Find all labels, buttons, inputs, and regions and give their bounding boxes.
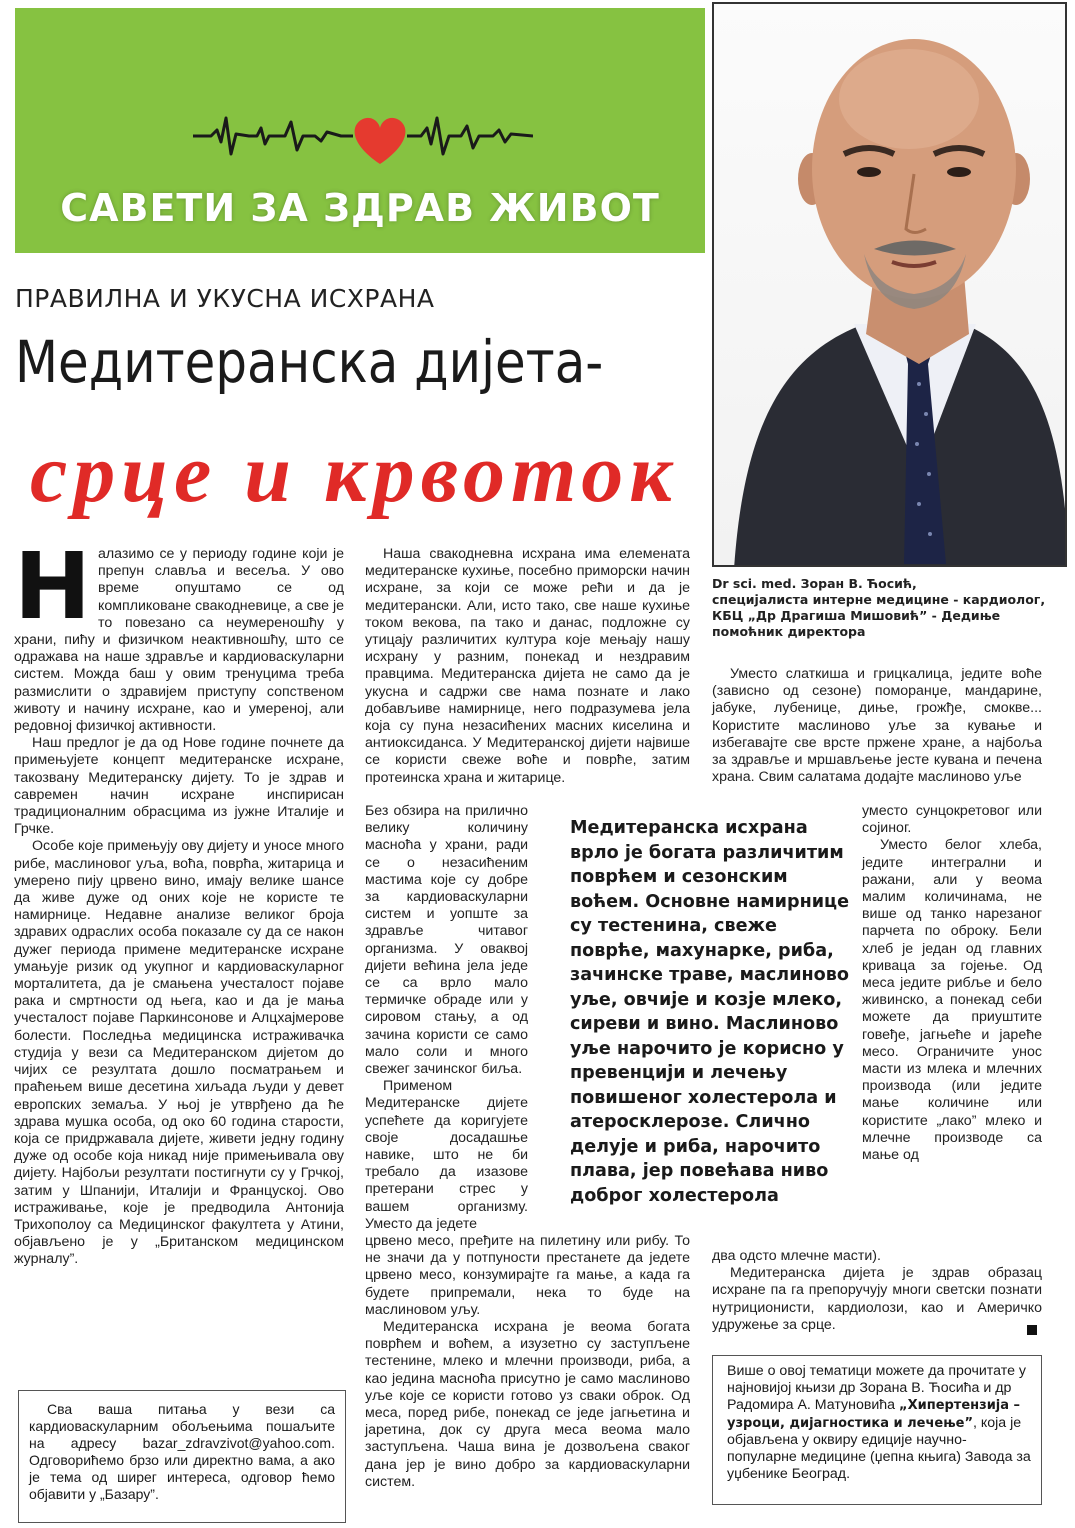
questions-text: Сва ваша питања у вези са кардиоваскуларним обољењима пошаљите на адресу bazar_zdravzivot@yahoo.com. Одговорићемо брзо или директно вама, а ако је тема од ширег интереса, одговор ћемо објавити у „Базару”. — [29, 1401, 335, 1502]
article-column-3-narrow — [862, 803, 1042, 1164]
article-column-3-top — [712, 666, 1042, 786]
book-title: „Хипертензија – узроци, дијагностика и лечење” — [727, 1398, 1021, 1431]
pull-quote: Медитеранска исхрана врло је богата различитим поврћем и сезонским воћем. Основне намирнице су тестенина, свеже поврће, махунарке, риба, зачинске траве, маслиново уље, овчије и козје млеко, сиреви и вино. Маслиново уље нарочито је корисно у превенцији и лечењу повишеног холестерола и атеросклерозе. Слично делује и риба, нарочито плава, јер повећава ниво доброг холестерола — [570, 818, 850, 1206]
paragraph: црвено месо, пређите на пилетину или рибу. То не значи да у потпуности престанете да једете црвено месо, конзумирајте га мање, а када га будете припремали, нека то буде на маслиновом уљу. — [365, 1233, 690, 1318]
article-column-1 — [14, 533, 344, 1269]
paragraph: уместо сунцокретовог или сојиног. — [862, 803, 1042, 837]
book-intro-text: Више о овој тематици можете да прочитате у најновијој књизи др Зорана В. Ћосића и др Радомира А. Матуновића — [727, 1363, 1026, 1414]
drop-cap: Н — [14, 533, 91, 640]
paragraph: Уместо слаткиша и грицкалица, једите воће (зависно од сезоне) поморанџе, мандарине, јабуке, лубенице, диње, грожђе, смокве... Користите маслиново уље за кување и избегавајте све врсте пржене хране, а најбоља за здравље и мршављење јесте кувана и печена храна. Свим салатама додајте маслиново уље — [712, 666, 1042, 786]
article-column-3-bottom — [712, 1248, 1042, 1334]
book-outro-text: , која је објављена у оквиру едиције научно-популарне медицине (џепна књига) Завода за уџбенике Београд. — [727, 1414, 1031, 1483]
paragraph: Без обзира на прилично велику количину масноћа у храни, ради се о незасићеним мастима које су добре за кардиоваскуларни систем и уопште за здравље читавог организма. У оваквој дијети већина јела једе се са врло мало термичке обраде или у сировом стању, а од зачина користи се само мало соли и много свежег зачинског биља. — [365, 803, 528, 1078]
doctor-portrait-photo — [712, 2, 1067, 567]
paragraph: Наша свакодневна исхрана има елемената медитеранске кухиње, посебно приморски начин исхране, за који се може рећи и да је медитерански. Али, исто тако, све наше кухиње током векова, па тако и данас, подложне су утицају различитих култура које мењају нашу исхрану у разним, понекад и нездравим правцима. Медитеранска дијета не само да је укусна и садржи све нама познате и лако добављиве намирнице, него подразумева јела која су пуна незасићених масних киселина и антиоксиданса. У Медитеранској дијети највише се користи свеже воће и поврће, затим протеинска храна и житарице. — [365, 546, 690, 786]
book-info-box — [712, 1355, 1042, 1505]
paragraph: Наш предлог је да од Нове године почнете да примењујете концепт медитеранске исхране, такозвану Медитеранску дијету. То је здрав и савремен начин исхране инспирисан традиционалним обрасцима из јужне Италије и Грчке. — [14, 735, 344, 838]
article-headline: Медитеранска дијета- — [15, 328, 604, 396]
article-column-2-top — [365, 546, 690, 787]
photo-caption — [712, 576, 1072, 640]
paragraph: Применом Медитеранске дијете успећете да коригујете своје досадашње навике, што не би требало да изазове претерани стрес у вашем организму. Уместо да једете — [365, 1078, 528, 1232]
article-kicker: ПРАВИЛНА И УКУСНА ИСХРАНА — [15, 284, 435, 313]
article-subheadline: срце и крвоток — [30, 427, 678, 520]
section-banner — [15, 8, 705, 253]
paragraph: Медитеранска дијета је здрав образац исхране па га препоручују многи светски познати нутриционисти, кардиолози, као и Америчко удружење за срце. — [712, 1265, 1042, 1333]
paragraph: алазимо се у периоду године који је препун славља и весеља. У ово време опуштамо се од компликоване свакодневице, а све је то повезано са неумереношћу у храни, пићу и физичком неактивношћу, што се одражава на наше здравље и кардиоваскуларни систем. Можда баш у овим тренуцима треба размислити о здравијем приступу сопственом животу и начину исхране, као и умереној, али редовној физичкој активности. — [14, 546, 344, 735]
end-of-article-mark — [1027, 1325, 1037, 1335]
paragraph: два одсто млечне масти). — [712, 1248, 881, 1264]
caption-line: КБЦ „Др Драгиша Мишовић” - Дедиње — [712, 608, 1001, 623]
paragraph: Особе које примењују ову дијету и уносе много рибе, маслиновог уља, воћа, поврћа, житарица и умерено пију црвено вино, имају велике шансе да живе дуже од оних које не користе те намирнице. Недавне анализе великог броја здравих одраслих особа показале су да се након дужег периода примене медитеранске исхране умањује ризик од укупног и кардиоваскуларног морталитета, да је смањена учесталост појаве рака и смртности од њега, као и да је мања учесталост појаве Паркинсонове и Алцхајмерове болести. Последња медицинска истраживачка студија у вези са Медитеранском дијетом до чијих се резултата дошло посматрањем и праћењем више десетина хиљада људи у девет европских земаља. У њој је утврђено да ће здрава мушка особа, од око 60 година старости, која се придржавала дијете, живети једну годину дуже од особе која никад није примењивала ову дијету. Најбољи резултати постигнути су у Грчкој, затим у Шпанији, Италији и Француској. Ово истраживање, које је предводила Антонија Трихополоу са Медицинског факултета у Атини, објављено је у „Британском медицинском журналу”. — [14, 838, 344, 1268]
heartbeat-line-icon — [193, 108, 533, 178]
caption-line: специјалиста интерне медицине - кардиолог, — [712, 592, 1046, 607]
caption-line: Dr sci. med. Зоран В. Ћосић, — [712, 576, 917, 591]
heart-icon — [355, 118, 406, 164]
paragraph: Медитеранска исхрана је веома богата поврћем и воћем, а изузетно су заступљене тестенине, млеко и млечни производи, риба, а као једина масноћа присутно је само маслиново уље које се користи готово уз сваки оброк. Од меса, поред рибе, понекад се једе јагњетина и јаретина, док су друга меса веома мало заступљена. Чаша вина је дозвољена сваког дана јер је вино добро за кардиоваскуларни систем. — [365, 1319, 690, 1490]
paragraph: Уместо белог хлеба, једите интегрални и ражани, али у веома малим количинама, не више од танко нарезаног парчета по оброку. Бели хлеб је један од главних криваца за гојење. Од меса једите рибље и бело живинско, а понекад себи можете да приуштите говеђе, јагњеће и јареће месо. Ограничите унос масти из млека и млечних производа (или једите мање количине или користите „лако” млеко и млечне производе са мање од — [862, 837, 1042, 1164]
article-column-2-bottom — [365, 1233, 690, 1491]
caption-line: помоћник директора — [712, 624, 866, 639]
reader-questions-box — [18, 1390, 346, 1523]
article-column-2-narrow — [365, 803, 528, 1233]
section-title: САВЕТИ ЗА ЗДРАВ ЖИВОТ — [60, 186, 660, 230]
